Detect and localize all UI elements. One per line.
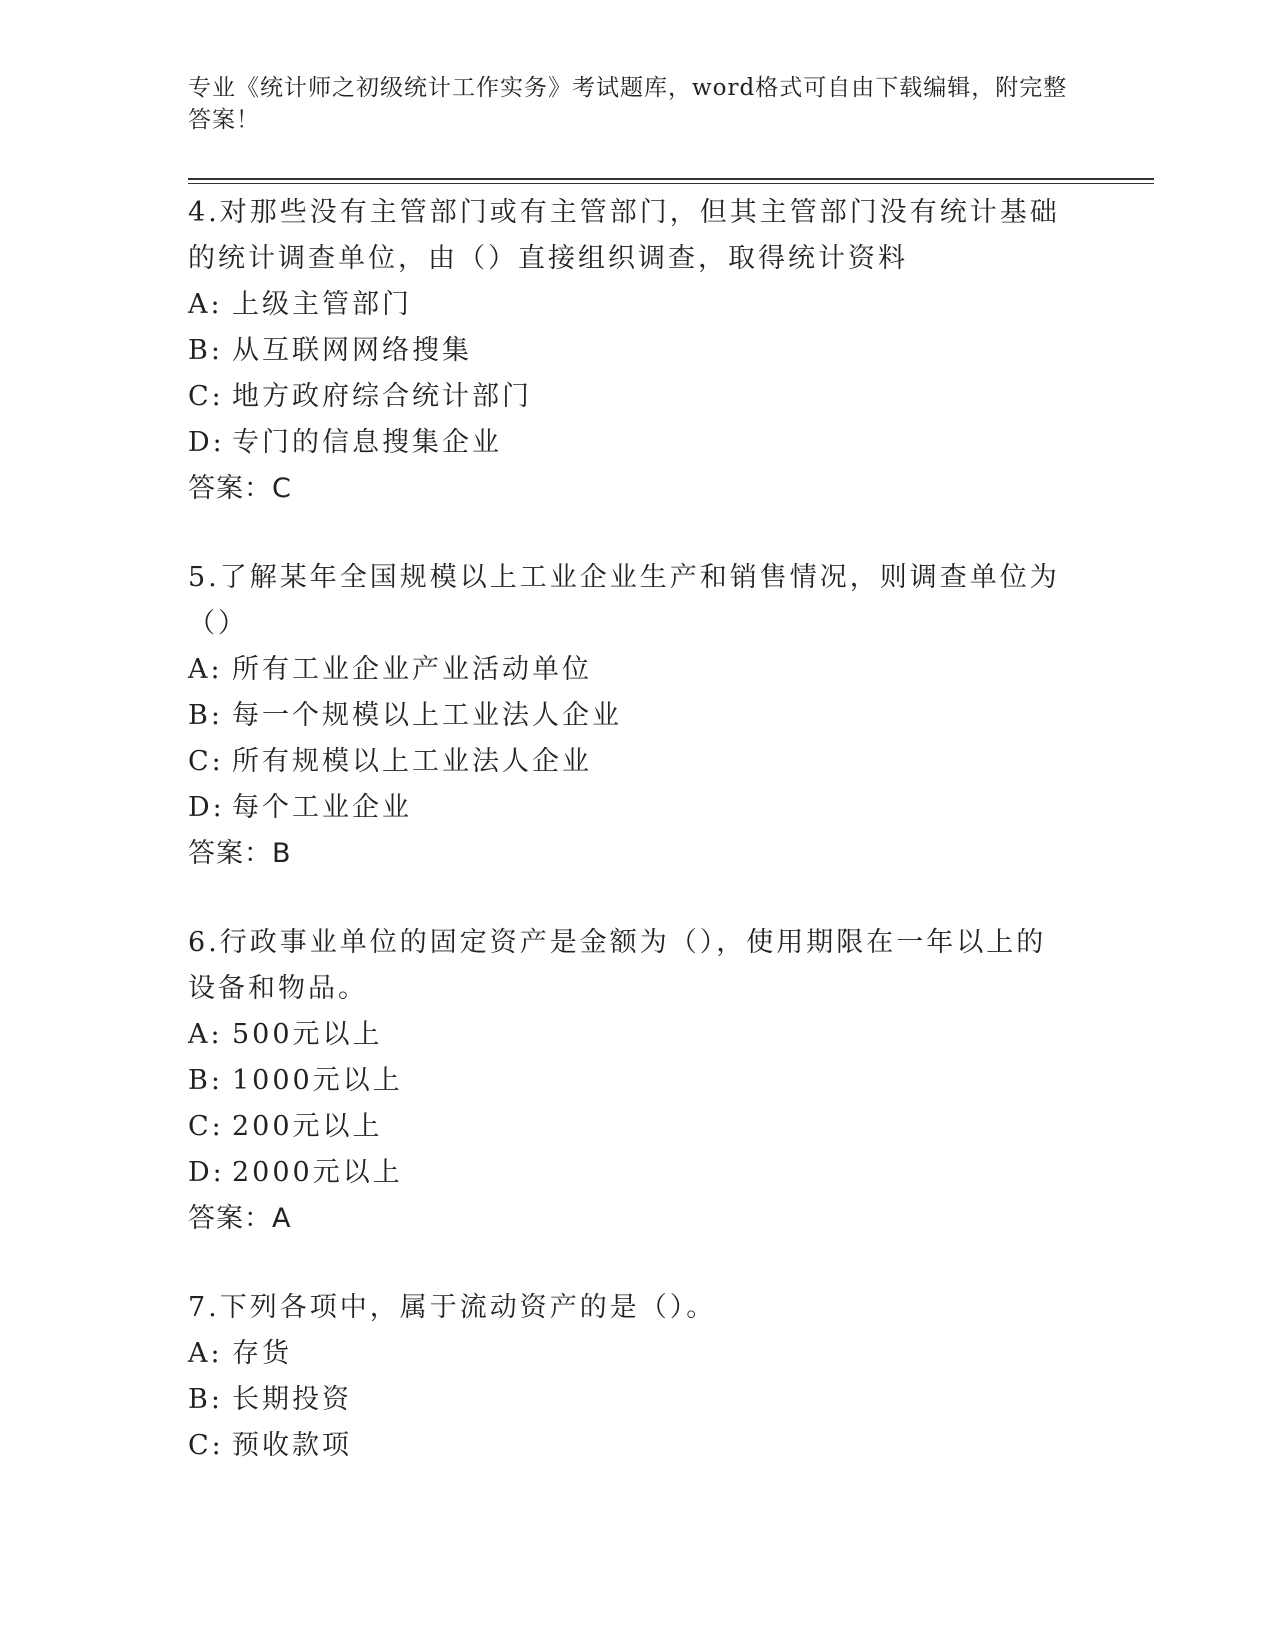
header-divider-thick: [188, 178, 1154, 180]
option-b: [188, 693, 1088, 739]
option-text: 上级主管部门: [232, 289, 412, 320]
option-key: D:: [188, 427, 225, 458]
question-stem: 7.下列各项中，属于流动资产的是（）。: [188, 1292, 717, 1323]
answer-line: 答案：C: [188, 473, 292, 504]
option-c: [188, 1104, 1088, 1150]
option-key: A:: [188, 289, 223, 320]
option-key: D:: [188, 792, 225, 823]
option-text: 每个工业企业: [232, 792, 412, 823]
header-divider-thin: [188, 183, 1154, 184]
option-b: [188, 1058, 1088, 1104]
option-key: A:: [188, 1019, 223, 1050]
question-stem: 4.对那些没有主管部门或有主管部门，但其主管部门没有统计基础的统计调查单位，由（）直接组织调查，取得统计资料: [188, 197, 1060, 274]
option-d: [188, 420, 1088, 466]
option-c: [188, 374, 1088, 420]
option-key: B:: [188, 335, 223, 366]
option-key: C:: [188, 1430, 224, 1461]
option-c: [188, 1423, 1088, 1469]
option-d: [188, 785, 1088, 831]
question-4: [188, 190, 1088, 512]
option-key: C:: [188, 381, 224, 412]
option-d: [188, 1150, 1088, 1196]
option-text: 所有工业企业产业活动单位: [232, 654, 592, 685]
option-key: B:: [188, 1384, 223, 1415]
option-b: [188, 1377, 1088, 1423]
option-text: 2000元以上: [232, 1157, 403, 1188]
option-key: C:: [188, 746, 224, 777]
option-key: D:: [188, 1157, 225, 1188]
question-6: [188, 920, 1088, 1242]
option-key: B:: [188, 1065, 223, 1096]
option-key: A:: [188, 654, 223, 685]
question-5: [188, 555, 1088, 877]
option-key: B:: [188, 700, 223, 731]
option-text: 每一个规模以上工业法人企业: [232, 700, 622, 731]
option-key: C:: [188, 1111, 224, 1142]
question-stem: 5.了解某年全国规模以上工业企业生产和销售情况，则调查单位为（）: [188, 562, 1060, 639]
option-text: 专门的信息搜集企业: [232, 427, 502, 458]
option-text: 存货: [232, 1338, 292, 1369]
option-text: 500元以上: [232, 1019, 383, 1050]
option-a: [188, 1012, 1088, 1058]
answer-line: 答案：B: [188, 838, 292, 869]
option-text: 从互联网网络搜集: [232, 335, 472, 366]
answer-line: 答案：A: [188, 1203, 292, 1234]
option-a: [188, 282, 1088, 328]
option-text: 1000元以上: [232, 1065, 403, 1096]
option-key: A:: [188, 1338, 223, 1369]
question-list: [188, 190, 1088, 1512]
option-c: [188, 739, 1088, 785]
document-header: 专业《统计师之初级统计工作实务》考试题库，word格式可自由下载编辑，附完整答案！: [188, 75, 1068, 133]
question-7: [188, 1285, 1088, 1469]
option-text: 所有规模以上工业法人企业: [232, 746, 592, 777]
question-stem: 6.行政事业单位的固定资产是金额为（），使用期限在一年以上的设备和物品。: [188, 927, 1047, 1004]
option-a: [188, 1331, 1088, 1377]
option-text: 地方政府综合统计部门: [232, 381, 532, 412]
option-text: 长期投资: [232, 1384, 352, 1415]
option-b: [188, 328, 1088, 374]
option-text: 200元以上: [232, 1111, 383, 1142]
option-a: [188, 647, 1088, 693]
option-text: 预收款项: [232, 1430, 352, 1461]
